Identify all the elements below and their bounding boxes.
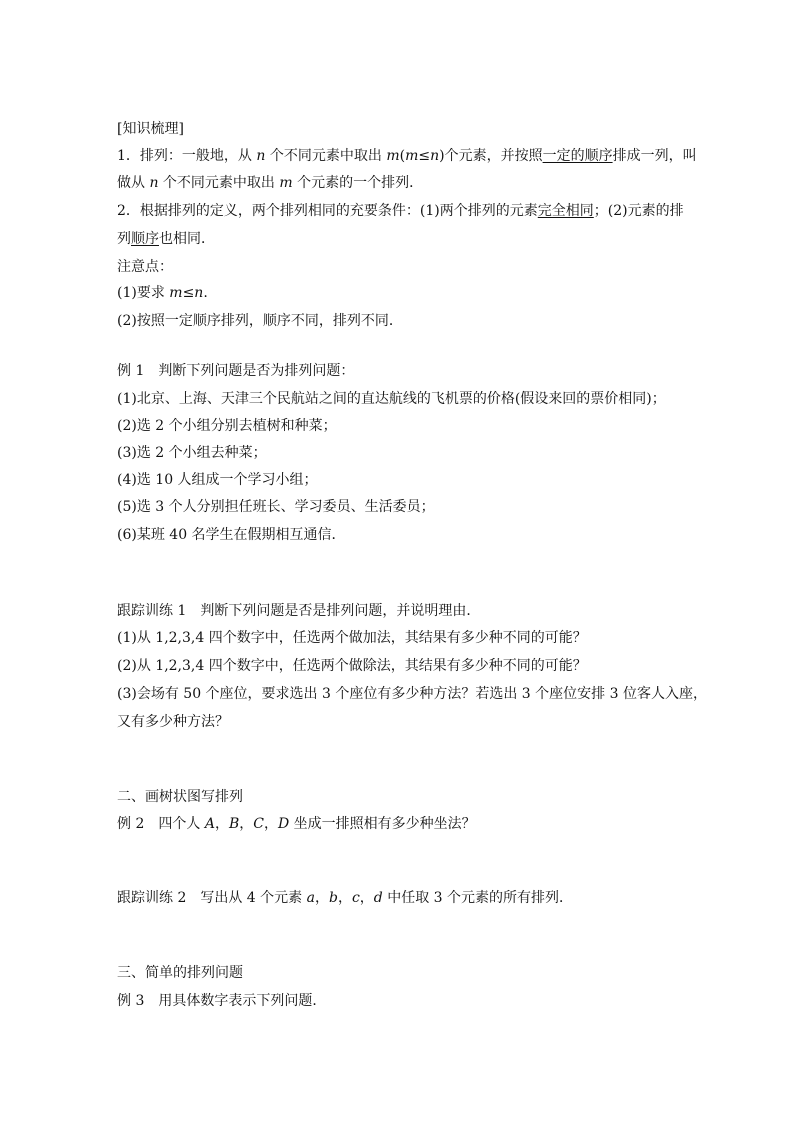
practice-1-item: 又有多少种方法？ [117,714,229,730]
knowledge-item-2-line-2: 列顺序也相同． [117,231,215,247]
example-1-item: (6)某班 40 名学生在假期相互通信． [117,527,346,543]
example-1-item: (4)选 10 人组成一个学习小组； [117,472,318,488]
example-2: 例 2 四个人 A，B，C，D 坐成一排照相有多少种坐法？ [117,816,476,832]
example-1-title: 例 1 判断下列问题是否为排列问题： [117,363,355,379]
example-1-item: (1)北京、上海、天津三个民航站之间的直达航线的飞机票的价格(假设来回的票价相同)； [117,391,666,407]
knowledge-item-2-line-1: 2．根据排列的定义，两个排列相同的充要条件：(1)两个排列的元素完全相同；(2)元素的排 [117,203,684,219]
practice-2: 跟踪训练 2 写出从 4 个元素 a，b，c，d 中任取 3 个元素的所有排列． [117,890,574,906]
knowledge-item-1-line-1: 1．排列：一般地，从 n 个不同元素中取出 m(m≤n)个元素，并按照一定的顺序排成一列，叫 [117,148,697,164]
knowledge-item-1-line-2: 做从 n 个不同元素中取出 m 个元素的一个排列． [117,175,424,191]
example-1-item: (3)选 2 个小组去种菜； [117,445,267,461]
practice-1-item: (3)会场有 50 个座位，要求选出 3 个座位有多少种方法？若选出 3 个座位安排 3 位客人入座， [117,686,707,702]
section-2-heading: 二、画树状图写排列 [117,789,243,805]
underlined-term: 完全相同 [537,203,594,219]
note-2: (2)按照一定顺序排列，顺序不同，排列不同． [117,313,403,329]
underlined-term: 顺序 [131,231,159,247]
section-heading-knowledge: [知识梳理] [117,121,184,137]
notes-label: 注意点： [117,259,173,275]
example-1-item: (2)选 2 个小组分别去植树和种菜； [117,418,337,434]
practice-1-title: 跟踪训练 1 判断下列问题是否是排列问题，并说明理由． [117,603,481,619]
note-1: (1)要求 m≤n. [117,285,208,301]
practice-1-item: (2)从 1,2,3,4 四个数字中，任选两个做除法，其结果有多少种不同的可能？ [117,658,587,674]
section-3-heading: 三、简单的排列问题 [117,965,243,981]
underlined-term: 一定的顺序 [542,148,613,164]
example-3: 例 3 用具体数字表示下列问题． [117,993,327,1009]
example-1-item: (5)选 3 个人分别担任班长、学习委员、生活委员； [117,499,435,515]
practice-1-item: (1)从 1,2,3,4 四个数字中，任选两个做加法，其结果有多少种不同的可能？ [117,630,587,646]
